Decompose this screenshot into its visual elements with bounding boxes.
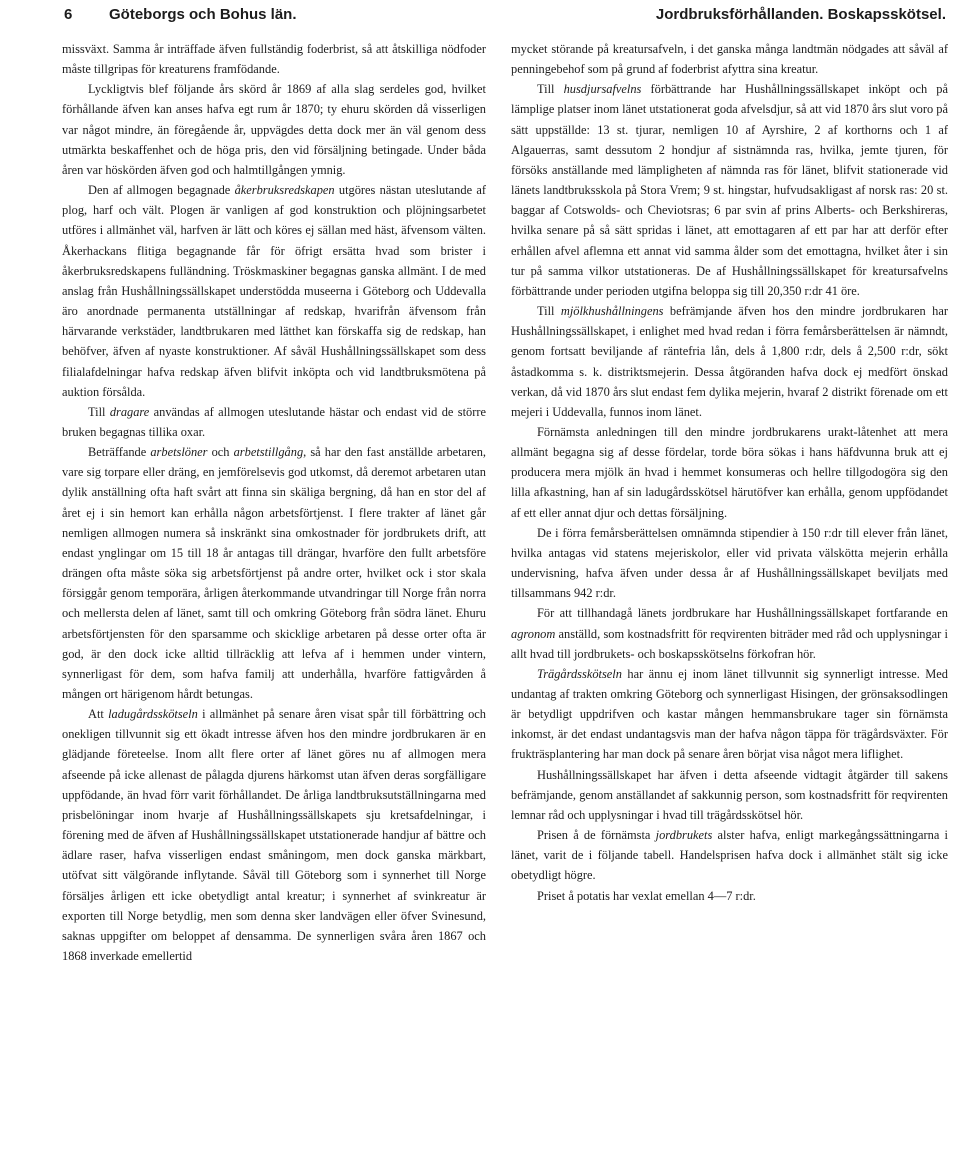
italic-term: mjölkhushållningens [560,304,664,319]
running-title-right: Jordbruksförhållanden. Boskapsskötsel. [655,6,946,23]
paragraph: Priset å potatis har vexlat emellan 4—7 r:dr. [537,888,756,903]
right-text-column [511,39,948,906]
italic-term: ladugårdsskötseln [108,707,198,722]
paragraph: Trägårdsskötseln har ännu ej inom länet tillvunnit sig synnerligt intresse. Med undantag af trakten omkring Göteborg och synnerligast Hisingen, der grönsaksodlingen är betydligt uppdrifven och kastar mången hemmansbrukare tager sin förnämsta inkomst, är det endast undantagsvis man der hafva någon täppa för trägårdsväxter. För frukträsplantering har man dock på senare åren börjat visa något mera liflighet. [511,666,948,762]
running-title-left: Göteborgs och Bohus län. [109,6,297,23]
paragraph: Hushållningssällskapet har äfven i detta afseende vidtagit åtgärder till sakens befrämjande, genom anställandet af sakkunnig person, som kostnadsfritt för reqvirenten lemnar råd och upplysningar i hvad till trägårdsskötsel hör. [511,767,948,822]
page-number: 6 [64,6,73,23]
paragraph: Förnämsta anledningen till den mindre jordbrukarens urakt-låtenhet att mera allmänt begagna sig af desse fördelar, torde böra sökas i hans häfdvunna bruk att ej producera mera mjölk än hvad i hemmet konsumeras och hellre tillgodogöra sig den lilla afkastning, han af sin ladugårdsskötsel härutöfver kan erhålla, genom uppfödandet af ett eller annat djur och dettas försäljning. [511,424,948,520]
italic-term: agronom [511,626,556,641]
paragraph: Prisen å de förnämsta jordbrukets alster hafva, enligt markegångssättningarna i länet, varit de i följande tabell. Handelsprisen hafva dock i allmänhet stält sig icke obetydligt högre. [511,828,948,883]
paragraph: Att ladugårdsskötseln i allmänhet på senare åren visat spår till förbättring och onekligen tillvunnit sig ett ökadt intresse äfven hos den mindre jordbrukaren är en glädjande företeelse. Inom allt flere orter af länet göres nu af allmogen mera afseende på icke allenast de pålagda djurens härkomst utan äfven deras sorgfälligare uppfödande, än hvad förr varit förhållandet. De årliga landtbruksutställningarna med prisbelöningar inom hvarje af Hushållningssällskapets sju kretsafdelningar, i förening med de äfven af Hushållningssällskapet utstationerade handjur af bättre och ädlare raser, hafva visserligen endast småningom, men dock ganska märkbart, utöfvat sitt välgörande inflytande. Såväl till Göteborg som i synnerhet till Norge försäljes årligen ett icke obetydligt antal kreatur; i synnerhet af svinkreatur är exporten till Norge betydlig, men som denna sker landvägen eller öfver Svinesund, saknas uppgifter om beloppet af densamma. De synnerligen svåra åren 1867 och 1868 inverkade emellertid [62,707,486,964]
italic-term: jordbrukets [655,828,713,843]
italic-term: dragare [109,404,150,419]
italic-term: arbetstillgång [233,445,304,460]
page-header [56,6,946,28]
left-text-column [62,39,486,966]
paragraph: Lyckligtvis blef följande års skörd år 1869 af alla slag serdeles god, hvilket förhållande äfven kan anses hafva egt rum år 1870; ty ehuru skörden då visserligen var något mindre, än föregående år, uppvägdes detta dock mer än väl genom dess utmärkta beskaffenhet och de höga pris, den vid försäljning betingade. Under båda åren var höskörden äfven god och halmtillgången ymnig. [62,82,486,177]
paragraph: Beträffande arbetslöner och arbetstillgång, så har den fast anställde arbetaren, vare sig torpare eller dräng, en jemförelsevis god utkomst, då deremot arbetaren utan dylik anställning ofta haft svårt att finna sin skäliga bergning, då han en stor del af året ej i sin hemort kan erhålla någon arbetsförtjenst. I flere trakter af länet går nemligen allmogen numera så inskränkt sina omkostnader för jordbrukets drift, att endast ynglingar om 15 till 18 år antagas till drängar, hvarföre den fullt arbetsföre drängen ofta måste söka sig arbetsförtjenst på andre orter, hvilket ock i stor skala försiggår genom temporära, årligen återkommande utvandringar till Norge från norra och mellersta delen af länet, samt till och omkring Göteborg från södra länet. Ehuru arbetsförtjensten för den sparsamme och skicklige arbetaren på desse orter ofta är god, är den dock icke alltid tillräcklig att lefva af i hemmen under vintern, synnerligast för dem, som hafva familj att underhålla, hvarföre fattigvården å mången ort härigenom hårdt betungas. [62,445,486,701]
paragraph: Till husdjursafvelns förbättrande har Hushållningssällskapet inköpt och på lämplige platser inom länet utstationerat goda afvelsdjur, så att vid 1870 års slut voro på sätt uppställde: 13 st. tjurar, nemligen 10 af Ayrshire, 2 af korthorns och 1 af Algauerras, samt dessutom 2 hondjur af sistnämnda ras, hvilka, jemte tjuren, för försöks anställande med lämpligheten af nämnda ras för länet, blifvit stationerade vid länets landtbruksskola på Stora Vrem; 9 st. hingstar, hufvudsakligast af norsk ras: 20 st. baggar af Cotswolds- och Cheviotsras; 6 par svin af prins Alberts- och Berkshireras, hvilka senare på så sätt spridas i länet, att emottagaren af ett par har att derför efter erhållen afvel aflemna ett annat vid samma ålder som det emottagna, hvilket åter i sin tur på samma vilkor utstationeras. De af Hushållningssällskapet för kreatursafvelns förbättrande under perioden utgifna beloppa sig till 20,350 r:dr 41 öre. [511,82,948,298]
italic-term: åkerbruksredskapen [234,183,335,198]
paragraph: För att tillhandagå länets jordbrukare har Hushållningssällskapet fortfarande en agronom anställd, som kostnadsfritt för reqvirenten biträder med råd och upplysningar i allt hvad till jordbrukets- och boskapsskötselns förkofran hör. [511,606,948,661]
paragraph: mycket störande på kreatursafveln, i det ganska många landtmän nödgades att såväl af penningebehof som på grund af foderbrist afyttra sina kreatur. [511,42,948,77]
paragraph: Den af allmogen begagnade åkerbruksredskapen utgöres nästan uteslutande af plog, harf och vält. Plogen är vanligen af god konstruktion och plöjningsarbetet utföres i allmänhet väl, harfven är lätt och köres ej sällan med häst, äfvensom välten. Åkerhackans flitiga begagnande får för öfrigt ersätta hvad som brister i åkerbruksredskapens fulländning. Tröskmaskiner begagnas ganska allmänt. I de med anslag från Hushållningssällskapet understödda museerna i Göteborg och Uddevalla äro anordnade permanenta utställningar af redskap, hvarifrån äfvensom från härvarande verkstäder, landtbrukaren med lätthet kan förskaffa sig de redskap, han behöfver, äfven af nyaste konstruktioner. Af såväl Hushållningssällskapet som dess filialafdelningar hafva redskap äfven blifvit inköpta och vid landtbruksmötena på auktion försålda. [62,183,486,399]
paragraph: missväxt. Samma år inträffade äfven fullständig foderbrist, så att åtskilliga nödfoder måste tillgripas för kreaturens framfödande. [62,42,486,77]
paragraph: De i förra femårsberättelsen omnämnda stipendier à 150 r:dr till elever från länet, hvilka antagas vid statens mejeriskolor, eller vid privata välskötta mejerin erhålla undervisning, hafva äfven under dessa år af Hushållningssällskapet beviljats med tillsammans 942 r:dr. [511,525,948,601]
paragraph: Till mjölkhushållningens befrämjande äfven hos den mindre jordbrukaren har Hushållningssällskapet, i enlighet med hvad redan i förra femårsberättelsen är nämndt, genom fortsatt beviljande af räntefria lån, dels å 1,800 r:dr, dels å 2,500 r:dr, sökt åstadkomma s. k. distriktsmejerin. Dessa åtgöranden hafva dock ej medfört önskad verkan, då vid 1870 års slut endast fem dylika mejerin, hvaraf 2 distrikt förenade om ett mejeri i Uddevalla, funnos inom länet. [511,304,948,419]
italic-term: Trägårdsskötseln [537,666,622,681]
italic-term: husdjursafvelns [563,82,642,97]
italic-term: arbetslöner [150,445,208,460]
paragraph: Till dragare användas af allmogen uteslutande hästar och endast vid de större bruken begagnas tillika oxar. [62,404,486,439]
